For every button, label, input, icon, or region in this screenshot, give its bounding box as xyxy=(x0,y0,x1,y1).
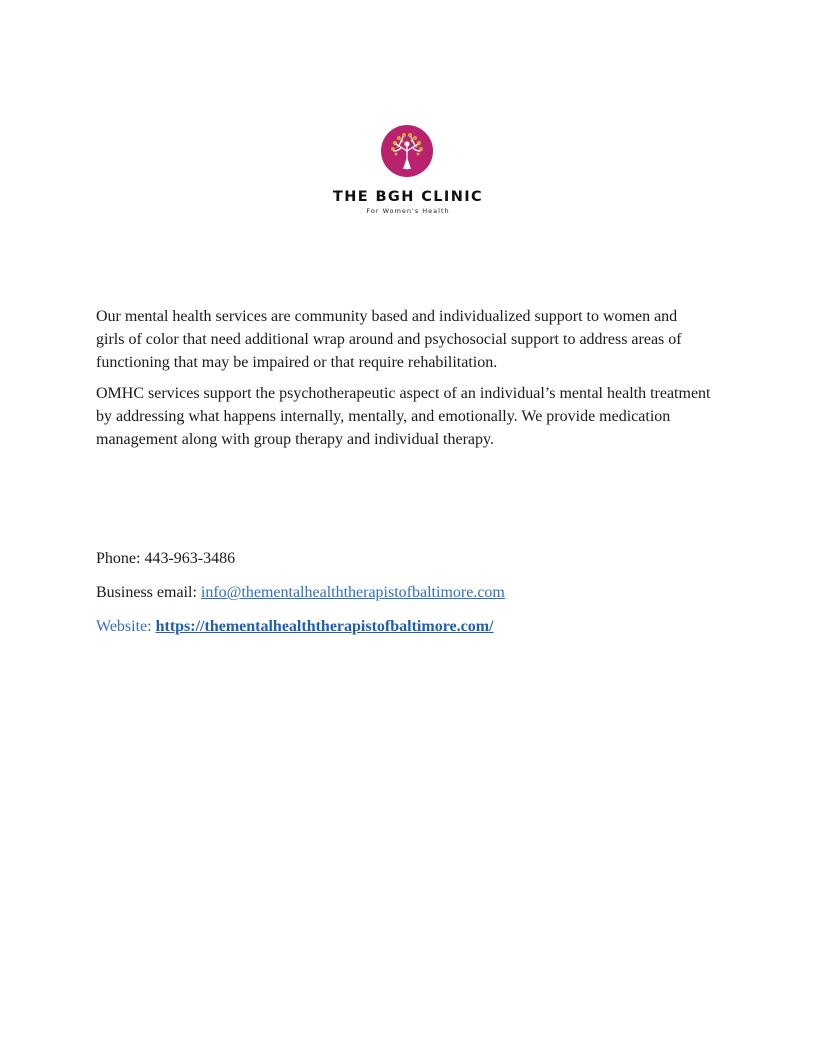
clinic-logo xyxy=(320,123,496,223)
phone-label: Phone: xyxy=(96,550,145,567)
body-text xyxy=(96,305,716,451)
services-paragraph: Our mental health services are community based and individualized support to women and girls of color that need additional wrap around and psychosocial support to address areas of functioning that may be impaired or that require rehabilitation. xyxy=(96,308,682,371)
email-label: Business email: xyxy=(96,584,201,601)
logo-title: THE BGH CLINIC xyxy=(332,189,484,205)
contact-block xyxy=(96,547,716,649)
phone-number: 443-963-3486 xyxy=(144,550,236,567)
website-link[interactable]: https://thementalhealththerapistofbaltimore.com/ xyxy=(155,618,494,635)
logo-tagline: For Women's Health xyxy=(366,207,450,215)
phone-line xyxy=(96,547,716,581)
email-line xyxy=(96,581,716,615)
website-line xyxy=(96,615,716,649)
omhc-paragraph: OMHC services support the psychotherapeutic aspect of an individual’s mental health treatment by addressing what happens internally, mentally, and emotionally. We provide medication management along with group therapy and individual therapy. xyxy=(96,385,711,448)
email-link[interactable]: info@thementalhealththerapistofbaltimore.com xyxy=(200,584,505,601)
website-label: Website: xyxy=(96,618,156,635)
tree-woman-icon xyxy=(381,125,433,177)
